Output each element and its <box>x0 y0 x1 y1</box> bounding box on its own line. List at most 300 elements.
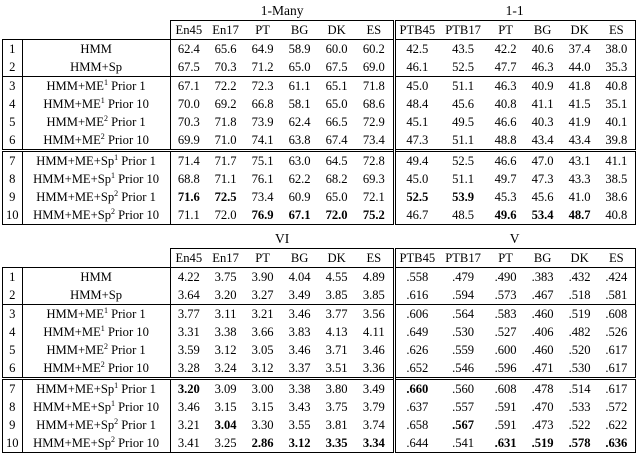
system-base: HMM+Sp <box>70 60 123 74</box>
column-header: DK <box>318 249 355 268</box>
value-cell: 73.9 <box>251 115 274 129</box>
system-prior: Prior 10 <box>115 172 160 186</box>
value-cell: 72.2 <box>207 77 244 96</box>
value-cell: 69.0 <box>362 60 385 74</box>
value-cell: 40.3 <box>531 115 554 129</box>
value-cell: 3.21 <box>177 418 200 432</box>
value-cell: 72.5 <box>214 190 237 204</box>
value-cell: 3.15 <box>251 400 274 414</box>
value-cell: 3.11 <box>207 305 244 324</box>
results-table-accuracy <box>2 2 636 225</box>
system-prior: Prior 10 <box>115 436 160 450</box>
table-row <box>3 77 636 96</box>
row-index: 7 <box>3 151 23 171</box>
value-cell: 74.1 <box>251 133 274 147</box>
system-name <box>22 40 170 59</box>
value-cell: 3.28 <box>177 361 200 375</box>
value-cell: 68.2 <box>325 172 348 186</box>
value-cell: .572 <box>598 398 635 416</box>
column-header: DK <box>561 21 598 40</box>
row-index: 6 <box>3 359 23 379</box>
value-cell: .482 <box>568 325 591 339</box>
value-cell: 62.2 <box>288 172 311 186</box>
value-cell: 3.90 <box>244 268 281 287</box>
system-name <box>22 206 170 225</box>
value-cell: 43.5 <box>439 40 487 59</box>
system-name <box>22 341 170 359</box>
value-cell: 3.31 <box>177 325 200 339</box>
value-cell: 75.1 <box>244 151 281 171</box>
value-cell: 4.13 <box>325 325 348 339</box>
value-cell: 41.0 <box>568 190 591 204</box>
row-index: 5 <box>3 113 23 131</box>
value-cell: 3.36 <box>362 361 385 375</box>
column-header: DK <box>318 21 355 40</box>
value-cell: 3.77 <box>318 305 355 324</box>
value-cell: .564 <box>439 305 487 324</box>
value-cell: 52.5 <box>394 188 439 206</box>
value-cell: 3.64 <box>177 288 200 302</box>
value-cell: .478 <box>524 379 561 399</box>
value-cell: 38.0 <box>598 40 635 59</box>
table-row <box>3 40 636 59</box>
system-superscript: 2 <box>100 359 105 369</box>
system-superscript: 1 <box>103 305 108 315</box>
table-row <box>3 95 636 113</box>
system-base: HMM+ME <box>46 343 104 357</box>
value-cell: .608 <box>487 379 524 399</box>
value-cell: 68.6 <box>362 97 385 111</box>
system-name <box>22 305 170 324</box>
system-superscript: 2 <box>114 416 119 426</box>
system-name <box>22 131 170 151</box>
system-prior: Prior 1 <box>107 343 146 357</box>
value-cell: 66.8 <box>251 97 274 111</box>
value-cell: 3.75 <box>207 268 244 287</box>
value-cell: .560 <box>439 379 487 399</box>
value-cell: 3.49 <box>355 379 394 399</box>
value-cell: .514 <box>561 379 598 399</box>
system-name <box>22 359 170 379</box>
value-cell: 72.8 <box>355 151 394 171</box>
table-row <box>3 379 636 399</box>
value-cell: 64.9 <box>244 40 281 59</box>
value-cell: 53.9 <box>452 190 475 204</box>
system-superscript: 1 <box>103 77 108 87</box>
value-cell: .470 <box>531 400 554 414</box>
value-cell: .520 <box>568 343 591 357</box>
table-row <box>3 58 636 77</box>
value-cell: 48.5 <box>439 206 487 225</box>
value-cell: 65.6 <box>207 40 244 59</box>
value-cell: 45.6 <box>531 190 554 204</box>
value-cell: 53.4 <box>524 206 561 225</box>
value-cell: .596 <box>494 361 517 375</box>
value-cell: 40.8 <box>598 206 635 225</box>
value-cell: 3.38 <box>281 379 318 399</box>
value-cell: .658 <box>394 416 439 434</box>
value-cell: 46.6 <box>487 151 524 171</box>
row-index: 10 <box>3 434 23 453</box>
system-base: HMM+ME <box>43 97 101 111</box>
value-cell: 4.11 <box>363 325 385 339</box>
value-cell: .617 <box>598 341 635 359</box>
system-prior: Prior 1 <box>118 418 156 432</box>
table-row <box>3 131 636 151</box>
system-superscript: 2 <box>114 188 119 198</box>
value-cell: 40.1 <box>598 113 635 131</box>
value-cell: 45.0 <box>394 170 439 188</box>
table-row <box>3 188 636 206</box>
value-cell: 40.8 <box>494 97 517 111</box>
column-header: BG <box>281 21 318 40</box>
value-cell: 3.25 <box>207 434 244 453</box>
value-cell: .383 <box>524 268 561 287</box>
value-cell: 73.4 <box>251 190 274 204</box>
system-name <box>22 58 170 77</box>
value-cell: 61.1 <box>281 77 318 96</box>
value-cell: 35.1 <box>598 95 635 113</box>
value-cell: .567 <box>452 418 475 432</box>
system-superscript: 2 <box>103 341 108 351</box>
system-base: HMM+ME <box>43 361 101 375</box>
value-cell: 67.1 <box>170 77 207 96</box>
system-base: HMM+ME+Sp <box>33 208 111 222</box>
system-base: HMM+ME+Sp <box>36 382 115 396</box>
value-cell: 42.2 <box>487 40 524 59</box>
row-index: 6 <box>3 131 23 151</box>
value-cell: 37.4 <box>561 40 598 59</box>
value-cell: 49.4 <box>394 151 439 171</box>
system-name <box>22 268 170 287</box>
value-cell: 3.79 <box>362 400 385 414</box>
value-cell: 71.0 <box>214 133 237 147</box>
value-cell: 72.3 <box>244 77 281 96</box>
value-cell: 3.81 <box>325 418 348 432</box>
value-cell: 71.2 <box>251 60 274 74</box>
value-cell: 46.3 <box>531 60 554 74</box>
value-cell: 3.85 <box>325 288 348 302</box>
value-cell: .460 <box>531 343 554 357</box>
column-header: En45 <box>170 21 207 40</box>
value-cell: .432 <box>561 268 598 287</box>
value-cell: .467 <box>531 288 554 302</box>
value-cell: 48.4 <box>394 95 439 113</box>
table-row <box>3 151 636 171</box>
system-name <box>22 170 170 188</box>
column-header: PT <box>244 21 281 40</box>
table-row <box>3 359 636 379</box>
value-cell: 63.0 <box>281 151 318 171</box>
system-prior: Prior 1 <box>107 79 146 93</box>
value-cell: 58.9 <box>281 40 318 59</box>
value-cell: 46.6 <box>494 115 517 129</box>
value-cell: 41.5 <box>568 97 591 111</box>
column-header: ES <box>355 249 394 268</box>
value-cell: 4.04 <box>281 268 318 287</box>
value-cell: 65.0 <box>325 97 348 111</box>
value-cell: 2.86 <box>244 434 281 453</box>
row-index: 1 <box>3 40 23 59</box>
table-row <box>3 286 636 305</box>
value-cell: .546 <box>452 361 475 375</box>
value-cell: .530 <box>452 325 475 339</box>
value-cell: 3.80 <box>318 379 355 399</box>
value-cell: .591 <box>494 418 517 432</box>
value-cell: .649 <box>394 323 439 341</box>
row-index: 7 <box>3 379 23 399</box>
value-cell: 43.4 <box>568 133 591 147</box>
group-title-left: 1-Many <box>260 3 304 18</box>
system-base: HMM+ME+Sp <box>36 418 115 432</box>
value-cell: .479 <box>439 268 487 287</box>
value-cell: 69.2 <box>214 97 237 111</box>
value-cell: 71.1 <box>214 172 237 186</box>
value-cell: .591 <box>494 400 517 414</box>
value-cell: 40.9 <box>524 77 561 96</box>
value-cell: 67.1 <box>281 206 318 225</box>
value-cell: 39.8 <box>598 131 635 151</box>
value-cell: 43.4 <box>531 133 554 147</box>
value-cell: 60.9 <box>288 190 311 204</box>
system-prior: Prior 1 <box>118 190 156 204</box>
value-cell: 47.3 <box>531 172 554 186</box>
value-cell: 3.59 <box>177 343 200 357</box>
system-name <box>22 77 170 96</box>
value-cell: 3.12 <box>214 343 237 357</box>
value-cell: 4.55 <box>318 268 355 287</box>
value-cell: 71.4 <box>170 151 207 171</box>
value-cell: .424 <box>598 268 635 287</box>
table-row <box>3 268 636 287</box>
row-index: 3 <box>3 305 23 324</box>
value-cell: 63.8 <box>288 133 311 147</box>
value-cell: 3.51 <box>325 361 348 375</box>
column-header: En17 <box>207 21 244 40</box>
value-cell: .526 <box>598 323 635 341</box>
value-cell: 3.85 <box>362 288 385 302</box>
value-cell: 67.5 <box>177 60 200 74</box>
value-cell: .583 <box>487 305 524 324</box>
value-cell: 48.7 <box>561 206 598 225</box>
value-cell: 3.34 <box>355 434 394 453</box>
system-superscript: 1 <box>111 170 115 180</box>
value-cell: 3.66 <box>251 325 274 339</box>
system-name <box>22 398 170 416</box>
value-cell: .490 <box>487 268 524 287</box>
column-header: PTB45 <box>394 21 439 40</box>
value-cell: 72.0 <box>318 206 355 225</box>
table-row <box>3 170 636 188</box>
value-cell: 46.3 <box>487 77 524 96</box>
value-cell: 72.0 <box>207 206 244 225</box>
value-cell: .541 <box>439 434 487 453</box>
system-base: HMM+ME+Sp <box>36 154 115 168</box>
column-header: ES <box>598 249 635 268</box>
value-cell: 70.3 <box>177 115 200 129</box>
value-cell: .652 <box>394 359 439 379</box>
system-base: HMM+ME+Sp <box>33 436 111 450</box>
value-cell: .617 <box>598 359 635 379</box>
value-cell: 3.35 <box>318 434 355 453</box>
row-index: 9 <box>3 188 23 206</box>
value-cell: .527 <box>494 325 517 339</box>
system-superscript: 1 <box>100 323 105 333</box>
row-index: 8 <box>3 170 23 188</box>
value-cell: 41.8 <box>561 77 598 96</box>
system-name <box>22 151 170 171</box>
value-cell: 64.5 <box>318 151 355 171</box>
value-cell: 62.4 <box>170 40 207 59</box>
value-cell: .660 <box>394 379 439 399</box>
column-header-row <box>3 21 636 40</box>
group-header-row <box>3 2 636 21</box>
value-cell: 3.24 <box>214 361 237 375</box>
value-cell: 65.0 <box>288 60 311 74</box>
value-cell: 65.1 <box>318 77 355 96</box>
value-cell: 76.9 <box>244 206 281 225</box>
value-cell: 3.83 <box>288 325 311 339</box>
system-name <box>22 416 170 434</box>
row-index: 1 <box>3 268 23 287</box>
value-cell: 3.15 <box>214 400 237 414</box>
system-base: HMM+ME <box>43 325 101 339</box>
value-cell: .471 <box>531 361 554 375</box>
value-cell: 3.56 <box>355 305 394 324</box>
value-cell: 3.55 <box>288 418 311 432</box>
value-cell: 3.46 <box>177 400 200 414</box>
value-cell: .559 <box>452 343 475 357</box>
value-cell: .594 <box>452 288 475 302</box>
value-cell: 60.2 <box>355 40 394 59</box>
column-header: BG <box>281 249 318 268</box>
row-index: 2 <box>3 286 23 305</box>
column-header: En45 <box>170 249 207 268</box>
value-cell: 45.1 <box>394 113 439 131</box>
system-superscript: 2 <box>103 113 108 123</box>
value-cell: .581 <box>598 286 635 305</box>
table-row <box>3 341 636 359</box>
value-cell: 44.0 <box>568 60 591 74</box>
value-cell: 69.9 <box>177 133 200 147</box>
value-cell: .473 <box>531 418 554 432</box>
column-header: En17 <box>207 249 244 268</box>
value-cell: 49.7 <box>494 172 517 186</box>
value-cell: 3.12 <box>251 361 274 375</box>
value-cell: 58.1 <box>288 97 311 111</box>
value-cell: .522 <box>568 418 591 432</box>
system-superscript: 1 <box>114 152 119 162</box>
value-cell: .617 <box>598 379 635 399</box>
value-cell: 3.21 <box>244 305 281 324</box>
value-cell: 51.1 <box>452 172 475 186</box>
value-cell: 67.4 <box>325 133 348 147</box>
row-index: 2 <box>3 58 23 77</box>
column-header: PT <box>487 21 524 40</box>
results-table-information <box>2 230 636 453</box>
system-base: HMM <box>80 270 112 284</box>
system-base: HMM+ME+Sp <box>36 190 115 204</box>
value-cell: 3.49 <box>288 288 311 302</box>
value-cell: 3.41 <box>170 434 207 453</box>
value-cell: 3.05 <box>251 343 274 357</box>
system-prior: Prior 10 <box>115 400 160 414</box>
system-superscript: 1 <box>100 95 105 105</box>
value-cell: 40.6 <box>524 40 561 59</box>
row-index: 8 <box>3 398 23 416</box>
system-name <box>22 113 170 131</box>
system-name <box>22 379 170 399</box>
table-row <box>3 323 636 341</box>
system-base: HMM <box>80 42 112 56</box>
value-cell: .622 <box>598 416 635 434</box>
group-title-right: V <box>509 231 520 246</box>
table-row <box>3 398 636 416</box>
system-base: HMM+ME <box>46 307 104 321</box>
column-header: PT <box>244 249 281 268</box>
value-cell: 4.89 <box>355 268 394 287</box>
value-cell: 38.6 <box>598 188 635 206</box>
value-cell: 38.5 <box>598 170 635 188</box>
value-cell: 45.3 <box>494 190 517 204</box>
value-cell: 3.46 <box>288 343 311 357</box>
value-cell: 3.04 <box>214 418 237 432</box>
group-header-row <box>3 230 636 249</box>
value-cell: 41.1 <box>531 97 554 111</box>
value-cell: 3.09 <box>207 379 244 399</box>
column-header: BG <box>524 249 561 268</box>
system-prior: Prior 1 <box>107 307 146 321</box>
value-cell: 52.5 <box>452 60 475 74</box>
value-cell: 45.0 <box>394 77 439 96</box>
table-row <box>3 305 636 324</box>
value-cell: 72.9 <box>362 115 385 129</box>
table-row <box>3 206 636 225</box>
value-cell: 70.0 <box>177 97 200 111</box>
value-cell: .636 <box>598 434 635 453</box>
value-cell: .530 <box>568 361 591 375</box>
value-cell: 71.8 <box>355 77 394 96</box>
value-cell: 41.1 <box>598 151 635 171</box>
column-header: PTB17 <box>439 21 487 40</box>
system-superscript: 2 <box>111 206 115 216</box>
system-name <box>22 286 170 305</box>
value-cell: .406 <box>531 325 554 339</box>
system-base: HMM+ME <box>46 79 104 93</box>
value-cell: .558 <box>394 268 439 287</box>
column-header-row <box>3 249 636 268</box>
column-header: PT <box>487 249 524 268</box>
value-cell: 65.0 <box>325 190 348 204</box>
system-name <box>22 434 170 453</box>
row-index: 4 <box>3 323 23 341</box>
value-cell: 51.1 <box>439 77 487 96</box>
row-index: 9 <box>3 416 23 434</box>
value-cell: 76.1 <box>251 172 274 186</box>
value-cell: 60.0 <box>318 40 355 59</box>
system-prior: Prior 10 <box>104 325 149 339</box>
value-cell: 71.7 <box>207 151 244 171</box>
value-cell: .616 <box>394 286 439 305</box>
value-cell: 3.20 <box>214 288 237 302</box>
value-cell: 43.1 <box>561 151 598 171</box>
value-cell: .644 <box>394 434 439 453</box>
value-cell: 43.3 <box>568 172 591 186</box>
value-cell: 71.8 <box>214 115 237 129</box>
group-title-right: 1-1 <box>505 3 524 18</box>
column-header: ES <box>355 21 394 40</box>
value-cell: 3.20 <box>170 379 207 399</box>
